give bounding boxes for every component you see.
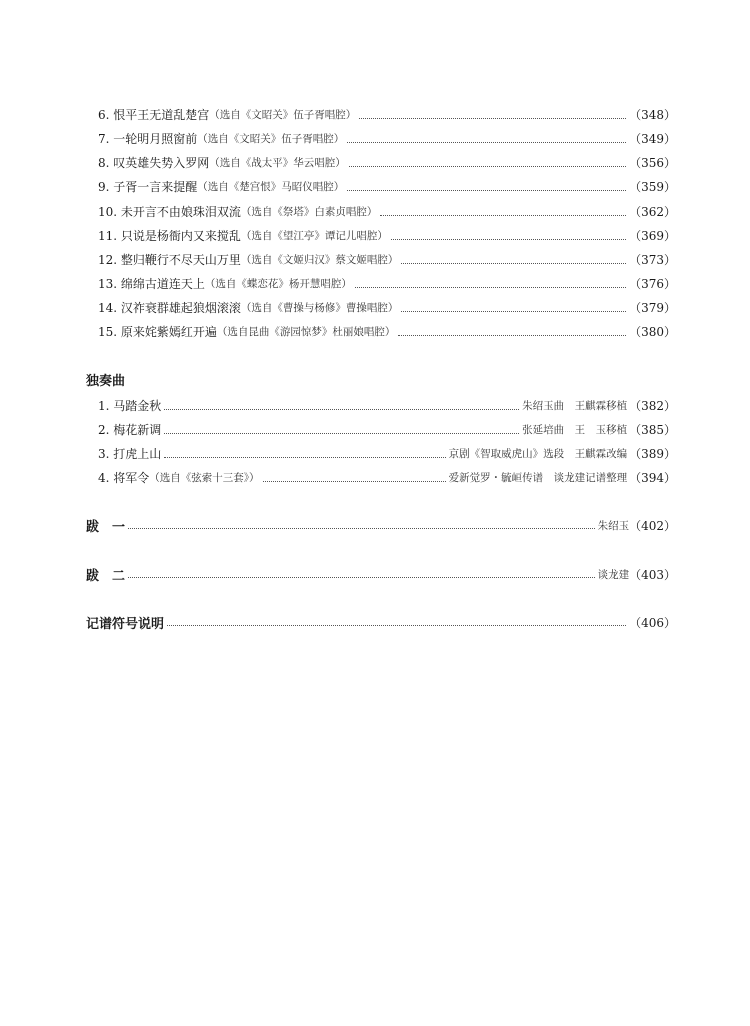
leader-dots [164, 432, 519, 434]
toc-entry-notation-guide[interactable] [86, 610, 676, 634]
page-number: （348） [629, 108, 676, 122]
leader-dots [349, 165, 626, 167]
entry-source: （选自《战太平》华云唱腔） [209, 157, 346, 169]
leader-dots [263, 480, 446, 482]
entry-title: 跋 一 [86, 519, 126, 535]
leader-dots [128, 527, 595, 529]
page-number: （373） [629, 253, 676, 267]
entry-source: （选自《文姬归汉》蔡文姬唱腔） [240, 254, 399, 266]
toc-entry[interactable] [98, 296, 676, 320]
entry-title: 3. 打虎上山 [98, 447, 162, 461]
page-number: （394） [629, 471, 676, 485]
leader-dots [347, 141, 626, 143]
entry-title: 7. 一轮明月照窗前 [98, 132, 198, 146]
entry-credit: 爱新觉罗・毓峘传谱 谈龙建记谱整理 [448, 472, 628, 484]
entry-title: 记谱符号说明 [86, 616, 165, 632]
entry-title: 11. 只说是杨衙内又来搅乱 [98, 229, 241, 243]
entry-title: 8. 叹英雄失势入罗网 [98, 156, 210, 170]
toc-entry[interactable] [98, 248, 676, 272]
leader-dots [164, 408, 519, 410]
entry-credit: 张延培曲 王 玉移植 [522, 424, 628, 436]
entry-title: 13. 绵绵古道连天上 [98, 277, 205, 291]
page-number: （356） [629, 156, 676, 170]
entry-credit: 谈龙建 [597, 568, 630, 581]
entry-credit: 京剧《智取威虎山》选段 王麒霖改编 [448, 448, 628, 460]
leader-dots [347, 189, 626, 191]
toc-entry[interactable] [98, 418, 676, 442]
page-number: （385） [629, 423, 676, 437]
toc-entry[interactable] [98, 272, 676, 296]
entry-source: （选自《望江亭》谭记儿唱腔） [240, 230, 388, 242]
entry-title: 10. 未开言不由娘珠泪双流 [98, 205, 241, 219]
leader-dots [355, 286, 626, 288]
leader-dots [398, 334, 626, 336]
toc-entry[interactable] [98, 394, 676, 418]
entry-title: 1. 马踏金秋 [98, 399, 162, 413]
page-number: （359） [629, 180, 676, 194]
toc-entry-afterword-1[interactable] [86, 513, 676, 537]
page-number: （376） [629, 277, 676, 291]
leader-dots [391, 238, 626, 240]
page-number: （380） [629, 325, 676, 339]
page-number: （406） [629, 615, 676, 630]
entry-title: 12. 整归鞭行不尽天山万里 [98, 253, 241, 267]
toc-entry[interactable] [98, 175, 676, 199]
section-heading-solo: 独奏曲 [86, 374, 126, 389]
entry-title: 9. 子胥一言来提醒 [98, 180, 198, 194]
entry-title: 6. 恨平王无道乱楚宫 [98, 108, 210, 122]
leader-dots [380, 214, 626, 216]
page-number: （382） [629, 399, 676, 413]
entry-title: 14. 汉祚衰群雄起狼烟滚滚 [98, 301, 241, 315]
toc-entry[interactable] [98, 103, 676, 127]
entry-source: （选自《弦索十三套》） [149, 472, 260, 484]
entry-title: 15. 原来姹紫嫣红开遍 [98, 325, 217, 339]
toc-entry[interactable] [98, 320, 676, 344]
entry-title: 跋 二 [86, 568, 126, 584]
page-number: （369） [629, 229, 676, 243]
leader-dots [167, 624, 626, 626]
toc-entry[interactable] [98, 224, 676, 248]
entry-source: （选自昆曲《游园惊梦》杜丽娘唱腔） [216, 326, 396, 338]
entry-source: （选自《蝶恋花》杨开慧唱腔） [204, 278, 352, 290]
entry-source: （选自《文昭关》伍子胥唱腔） [209, 109, 357, 121]
page-number: （389） [629, 447, 676, 461]
toc-entry[interactable] [98, 151, 676, 175]
entry-title: 4. 将军令 [98, 471, 150, 485]
toc-entry[interactable] [98, 127, 676, 151]
page-number: （362） [629, 205, 676, 219]
leader-dots [128, 576, 595, 578]
toc-entry-afterword-2[interactable] [86, 562, 676, 586]
entry-source: （选自《曹操与杨修》曹操唱腔） [240, 302, 399, 314]
entry-source: （选自《楚宫恨》马昭仪唱腔） [197, 181, 345, 193]
leader-dots [401, 310, 626, 312]
entry-source: （选自《祭塔》白素贞唱腔） [240, 206, 378, 218]
entry-credit: 朱绍玉 [597, 519, 630, 532]
toc-entry[interactable] [98, 466, 676, 490]
entry-credit: 朱绍玉曲 王麒霖移植 [522, 400, 628, 412]
leader-dots [359, 117, 626, 119]
entry-source: （选自《文昭关》伍子胥唱腔） [197, 133, 345, 145]
leader-dots [401, 262, 626, 264]
leader-dots [164, 456, 445, 458]
entry-title: 2. 梅花新调 [98, 423, 162, 437]
page-number: （402） [629, 518, 676, 533]
toc-entry[interactable] [98, 200, 676, 224]
page-number: （349） [629, 132, 676, 146]
page-number: （379） [629, 301, 676, 315]
page-number: （403） [629, 567, 676, 582]
toc-entry[interactable] [98, 442, 676, 466]
